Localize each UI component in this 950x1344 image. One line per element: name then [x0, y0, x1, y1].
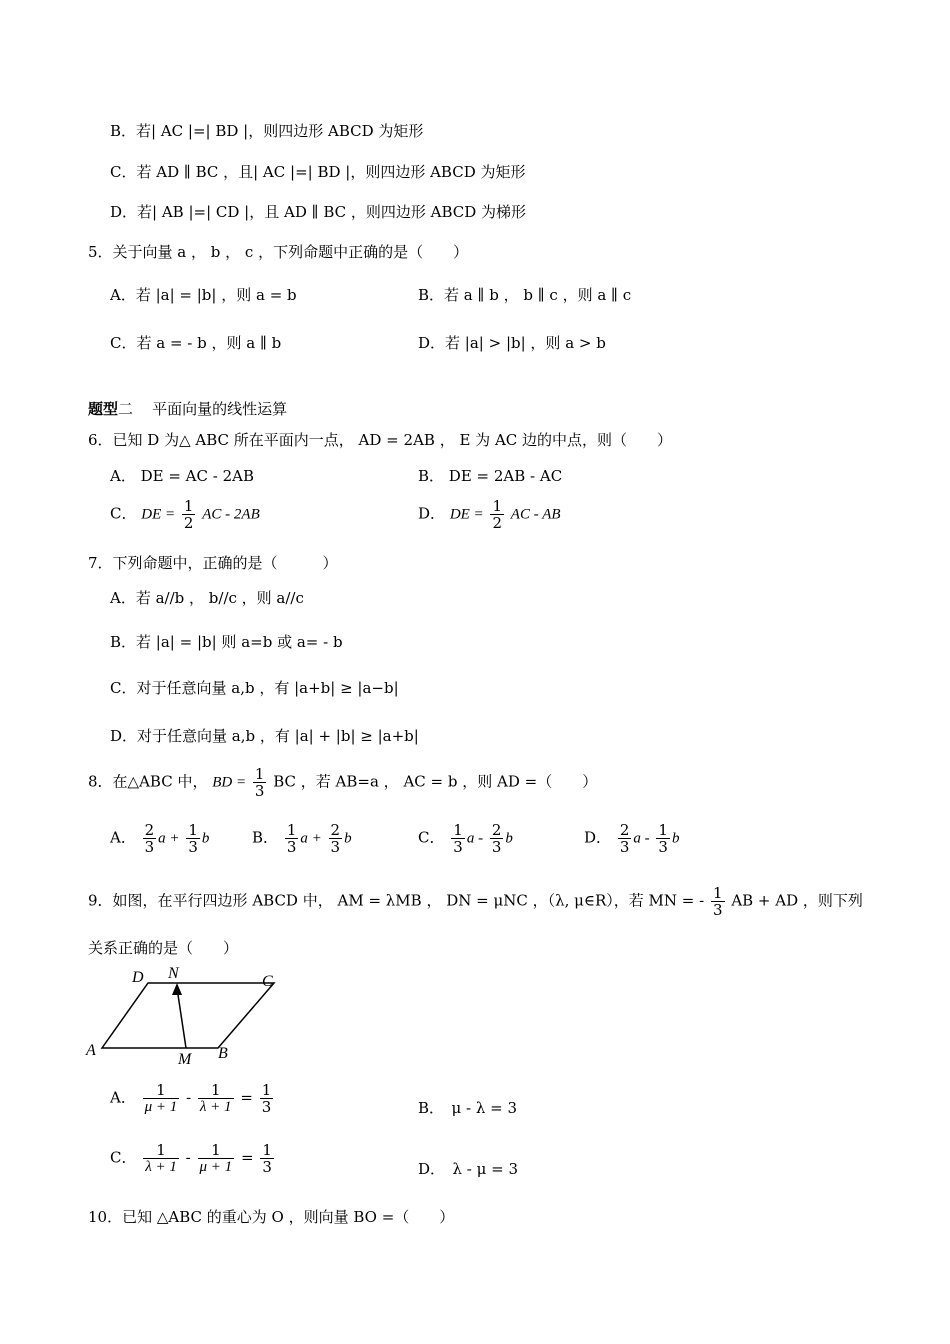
q8-option-d [584, 822, 679, 855]
operator: = [240, 1148, 254, 1167]
q9-option-b: B． μ - λ = 3 [418, 1099, 518, 1117]
q8-option-a [110, 822, 209, 855]
q6-option-b: B． DE = 2AB - AC [418, 467, 563, 485]
fraction: $\frac{2}{3}$ [330, 821, 341, 856]
stem-text: 9．如图，在平行四边形 ABCD 中， AM = λMB ， DN = μNC ，（λ, μ∈R），若 MN = - [88, 891, 705, 910]
q7-option-d: D．对于任意向量 a,b ，有 |a| + |b| ≥ |a+b| [110, 727, 419, 745]
fraction: $\frac{1}{3}$ [712, 884, 723, 919]
fraction: $\frac{1}{3}$ [453, 821, 463, 856]
fraction: $\frac{1}{3}$ [262, 1141, 272, 1176]
q7-option-a: A．若 a//b ， b//c ，则 a//c [110, 589, 304, 607]
fraction: $\frac{1}{3}$ [658, 821, 668, 856]
fraction: $\frac{1}{\lambda + 1}$ [199, 1081, 232, 1115]
term: b [344, 830, 352, 847]
label-b: B [218, 1045, 228, 1062]
fraction: $\frac{2}{3}$ [491, 821, 502, 856]
section-number: 二 [118, 400, 134, 418]
fraction: $\frac{2}{3}$ [619, 821, 630, 856]
section-title: 平面向量的线性运算 [152, 400, 288, 418]
label-d: D [132, 969, 144, 986]
q8-stem [88, 766, 597, 799]
stem-text: 8．在△ABC 中， [88, 772, 208, 791]
option-label: A． [110, 1088, 136, 1107]
option-label: B． [252, 828, 279, 847]
term: b [201, 830, 210, 847]
q6-option-d [418, 498, 561, 531]
vector-mn [177, 988, 186, 1048]
fraction: $\frac{1}{\lambda + 1}$ [145, 1141, 177, 1175]
term: a - [633, 830, 650, 847]
term: b [505, 830, 513, 847]
q8-option-b [252, 822, 352, 855]
term: a + [300, 830, 322, 847]
q5-option-a: A．若 |a| = |b| ，则 a = b [110, 286, 297, 304]
stem-text: BC ，若 AB=a ， AC = b ，则 AD =（ ） [273, 772, 598, 791]
q4-option-c: C．若 AD ∥ BC ，且| AC |=| BD |，则四边形 ABCD 为矩形 [110, 163, 526, 181]
q6-option-a: A． DE = AC - 2AB [110, 467, 254, 485]
section-label: 题型 [88, 400, 119, 418]
expr-rhs: AC - AB [510, 506, 561, 523]
fraction: $\frac{1}{3}$ [261, 1081, 272, 1116]
q5-option-b: B．若 a ∥ b ， b ∥ c ，则 a ∥ c [418, 286, 632, 304]
q9-option-c [110, 1142, 276, 1175]
option-label: D． [418, 504, 446, 523]
fraction: $\frac{1}{3}$ [286, 821, 297, 856]
fraction: $\frac{1}{3}$ [188, 821, 198, 856]
arrowhead [172, 983, 182, 995]
term: b [671, 830, 680, 847]
expr: BD = [212, 774, 247, 791]
q7-option-c: C．对于任意向量 a,b ，有 |a+b| ≥ |a−b| [110, 679, 399, 697]
q6-stem: 6．已知 D 为△ ABC 所在平面内一点， AD = 2AB ， E 为 AC 边的中点，则（ ） [88, 431, 673, 449]
q8-option-c [418, 822, 513, 855]
expr-lhs: DE = [449, 506, 484, 523]
fraction: $\frac{1}{\mu + 1}$ [199, 1141, 233, 1175]
q7-option-b: B．若 |a| = |b| 则 a=b 或 a= - b [110, 633, 343, 651]
operator: - [186, 1088, 192, 1107]
fraction: $\frac{2}{3}$ [144, 821, 155, 856]
section-heading [88, 398, 287, 419]
q9-option-d: D． λ - μ = 3 [418, 1160, 519, 1178]
q5-option-d: D．若 |a| > |b| ，则 a > b [418, 334, 606, 352]
expr-lhs: DE = [141, 506, 176, 523]
option-label: D． [584, 828, 612, 847]
q9-option-a [110, 1082, 275, 1115]
q7-stem: 7．下列命题中，正确的是（ ） [88, 554, 338, 572]
q5-stem: 5．关于向量 a ， b ， c ，下列命题中正确的是（ ） [88, 243, 469, 261]
q9-stem [88, 885, 863, 918]
option-label: C． [110, 504, 137, 523]
fraction: $\frac{1}{2}$ [183, 497, 194, 532]
label-c: C [262, 973, 273, 990]
q4-option-b: B．若| AC |=| BD |，则四边形 ABCD 为矩形 [110, 122, 424, 140]
fraction: $\frac{1}{3}$ [254, 765, 265, 800]
label-a: A [86, 1042, 96, 1059]
operator: = [240, 1088, 253, 1107]
q4-option-d: D．若| AB |=| CD |，且 AD ∥ BC ，则四边形 ABCD 为梯形 [110, 203, 527, 221]
q10-stem: 10．已知 △ABC 的重心为 O ，则向量 BO =（ ） [88, 1208, 455, 1226]
q9-stem-continued: 关系正确的是（ ） [88, 939, 239, 957]
parallelogram [102, 983, 274, 1048]
fraction: $\frac{1}{2}$ [492, 497, 503, 532]
option-label: C． [418, 828, 445, 847]
option-label: C． [110, 1148, 137, 1167]
term: a + [158, 830, 180, 847]
label-m: M [178, 1051, 192, 1068]
q5-option-c: C．若 a = - b ，则 a ∥ b [110, 334, 282, 352]
option-label: A． [110, 828, 136, 847]
expr-rhs: AC - 2AB [202, 506, 260, 523]
label-n: N [168, 965, 179, 982]
fraction: $\frac{1}{\mu + 1}$ [144, 1081, 178, 1115]
parallelogram-figure [80, 960, 310, 1070]
q6-option-c [110, 498, 260, 531]
stem-text: AB + AD ，则下列 [731, 891, 863, 910]
operator: - [185, 1148, 191, 1167]
term: a - [466, 830, 484, 847]
